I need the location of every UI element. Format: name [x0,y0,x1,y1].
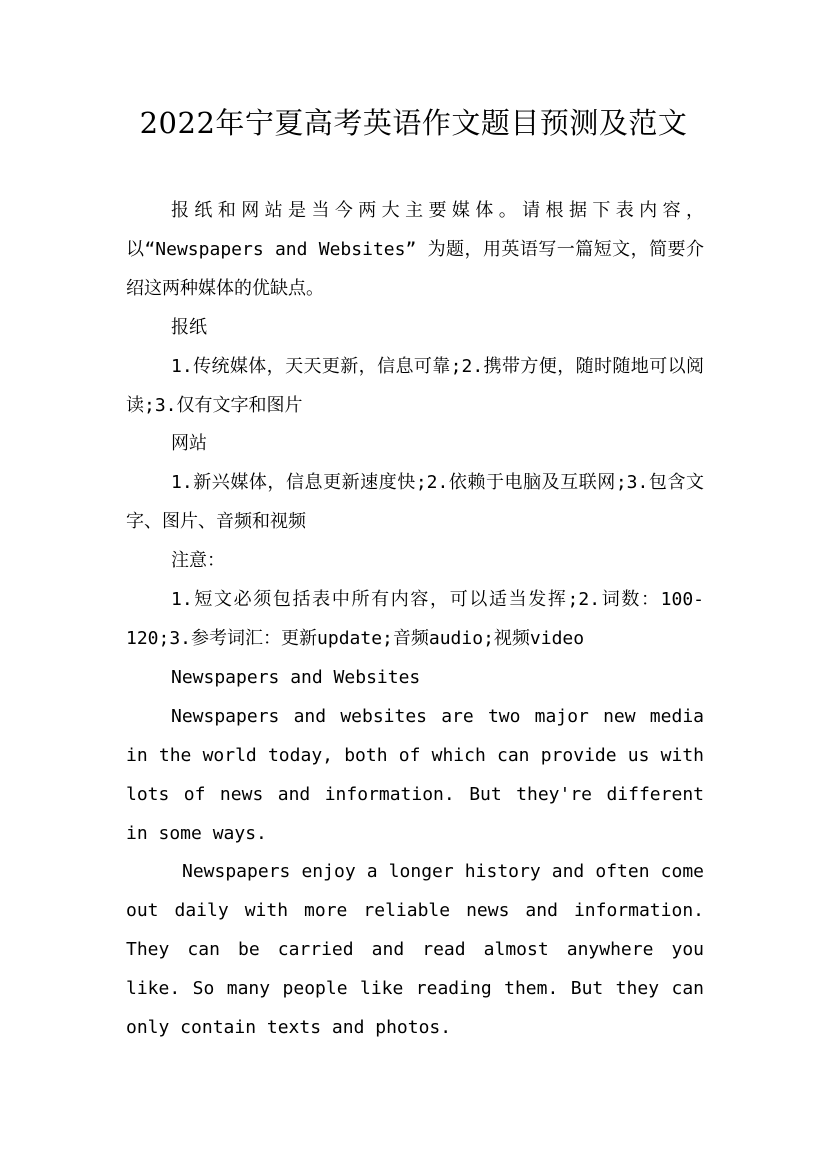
essay-paragraph: Newspapers and websites are two major new media in the world today, both of which can provide us with lots of news and information. But they're different in some ways. [126,705,704,844]
document-body [126,192,704,1048]
document-title: 2022年宁夏高考英语作文题目预测及范文 [139,106,688,140]
task-intro-paragraph: 报纸和网站是当今两大主要媒体。请根据下表内容，以“Newspapers and Websites” 为题，用英语写一篇短文，简要介绍这两种媒体的优缺点。 [126,200,704,299]
essay-title: Newspapers and Websites [171,666,421,688]
website-points: 1.新兴媒体，信息更新速度快;2.依赖于电脑及互联网;3.包含文字、图片、音频和视频 [126,472,704,533]
essay-paragraph: Newspapers enjoy a longer history and often come out daily with more reliable news and information. They can be carried and read almost anywhere you like. So many people like reading them. But they can only contain texts and photos. [126,861,704,1039]
notes-points: 1.短文必须包括表中所有内容，可以适当发挥;2.词数：100-120;3.参考词汇：更新update;音频audio;视频video [126,589,704,649]
website-heading: 网站 [171,433,207,455]
notes-heading: 注意： [171,550,225,572]
newspaper-heading: 报纸 [171,316,207,338]
newspaper-points: 1.传统媒体，天天更新，信息可靠;2.携带方便，随时随地可以阅读;3.仅有文字和图片 [126,355,704,416]
